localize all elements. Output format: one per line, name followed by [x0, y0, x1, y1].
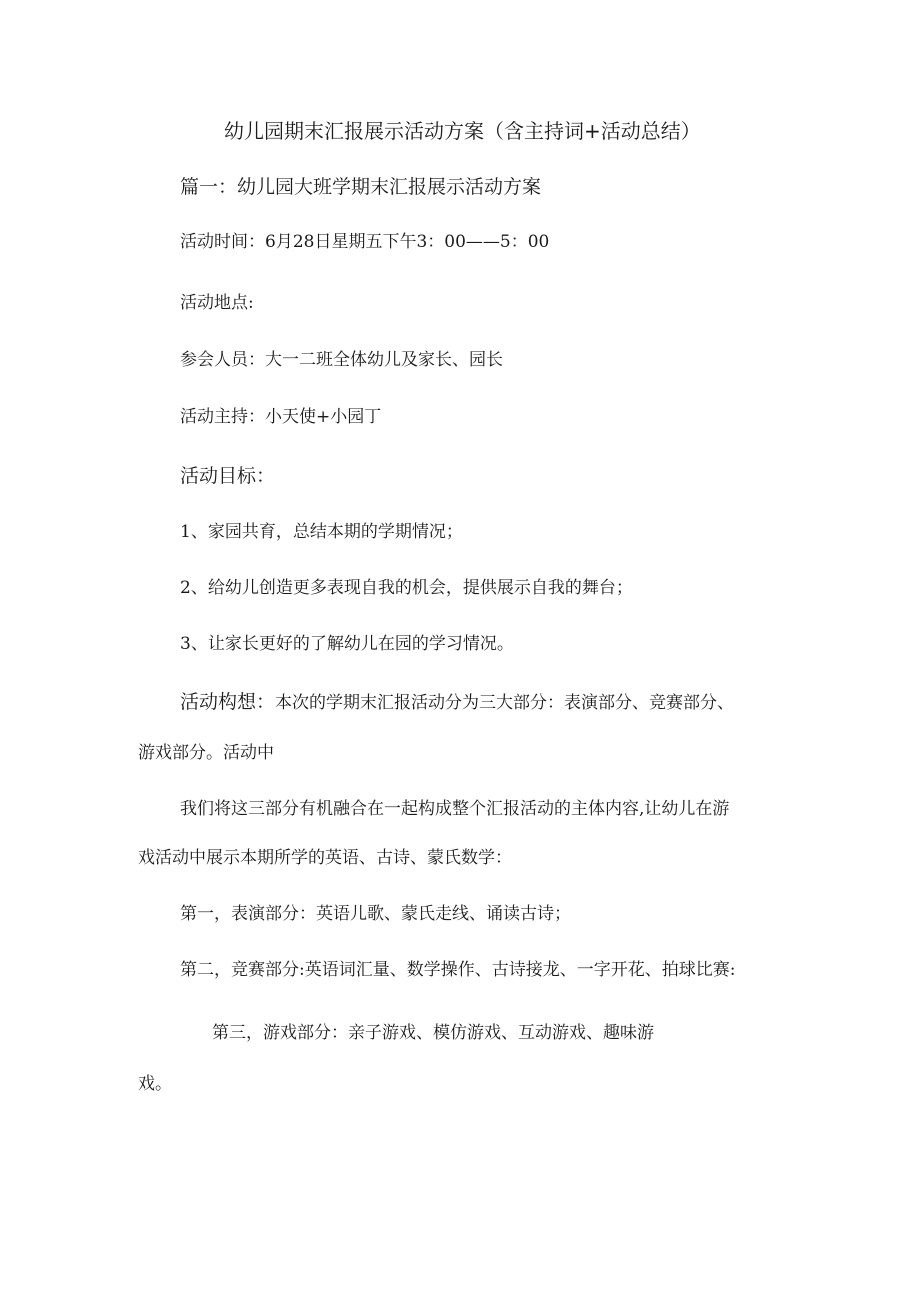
part-3-games-line2: 戏。: [138, 1074, 172, 1094]
document-title: 幼儿园期末汇报展示活动方案（含主持词+活动总结）: [224, 119, 701, 143]
concept-text-line1: 本次的学期末汇报活动分为三大部分：表演部分、竞赛部分、: [275, 693, 735, 713]
concept-label: 活动构想：: [180, 691, 276, 713]
section-heading: 篇一：幼儿园大班学期末汇报展示活动方案: [180, 176, 542, 198]
part-2-competition: 第二，竞赛部分:英语词汇量、数学操作、古诗接龙、一字开花、拍球比赛:: [180, 960, 736, 980]
goal-item-3: 3、让家长更好的了解幼儿在园的学习情况。: [180, 634, 514, 654]
concept-para2-line2: 戏活动中展示本期所学的英语、古诗、蒙氏数学：: [138, 848, 512, 868]
goal-item-2: 2、给幼儿创造更多表现自我的机会，提供展示自我的舞台；: [180, 578, 633, 598]
goals-heading: 活动目标：: [180, 465, 276, 487]
part-3-games-line1: 第三，游戏部分：亲子游戏、模仿游戏、互动游戏、趣味游: [212, 1023, 654, 1043]
concept-paragraph-line1: [180, 693, 734, 712]
activity-host: 活动主持：小天使+小园丁: [180, 407, 382, 427]
activity-place: 活动地点:: [180, 293, 254, 313]
part-1-performance: 第一，表演部分：英语儿歌、蒙氏走线、诵读古诗；: [180, 904, 571, 924]
goal-item-1: 1、家园共育，总结本期的学期情况；: [180, 522, 463, 542]
activity-participants: 参会人员：大一二班全体幼儿及家长、园长: [180, 350, 503, 370]
concept-text-line2: 游戏部分。活动中: [138, 743, 274, 763]
activity-time: 活动时间：6月28日星期五下午3：00——5：00: [180, 232, 550, 252]
concept-para2-line1: 我们将这三部分有机融合在一起构成整个汇报活动的主体内容,让幼儿在游: [180, 799, 730, 819]
